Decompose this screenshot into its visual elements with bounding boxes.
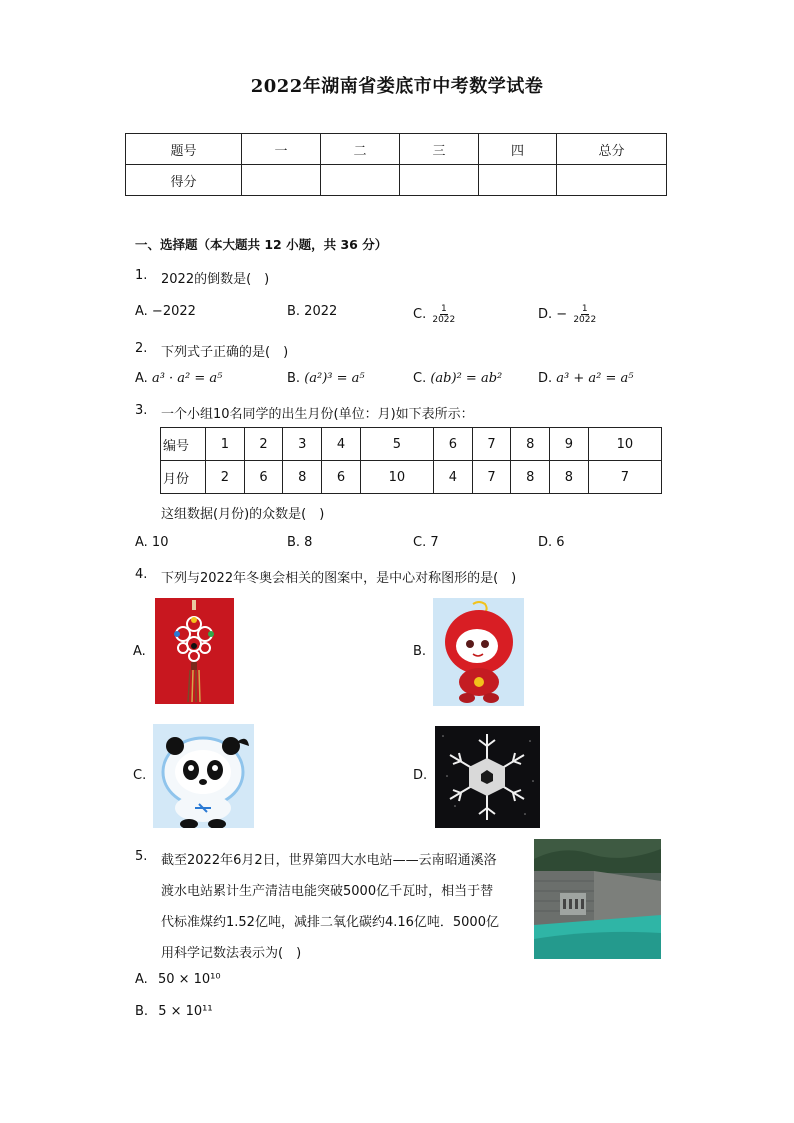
- option-c-label: C.: [413, 307, 427, 322]
- option-d-label: D.: [538, 371, 553, 386]
- score-header-cell: 题号: [126, 134, 242, 165]
- option-b: B. 2022: [287, 304, 338, 319]
- fraction: [573, 304, 596, 325]
- option-a: A. −2022: [135, 304, 196, 319]
- dam-photo-icon: [534, 839, 661, 959]
- table-cell: 8: [550, 461, 589, 494]
- option-a-label: A.: [135, 371, 148, 386]
- fraction-denominator: 2022: [432, 315, 456, 325]
- score-table: [125, 133, 667, 196]
- question-text-line: 代标准煤约1.52亿吨，减排二氧化碳约4.16亿吨．5000亿: [161, 915, 499, 930]
- section-heading: 一、选择题（本大题共 12 小题，共 36 分）: [135, 237, 388, 252]
- option-c: C. 7: [413, 535, 439, 550]
- table-cell: 5: [360, 428, 433, 461]
- lantern-mascot-icon: [433, 598, 524, 706]
- score-header-cell: 四: [479, 134, 557, 165]
- table-cell: 8: [283, 461, 322, 494]
- table-cell: 6: [433, 428, 472, 461]
- option-a-label: A.: [135, 972, 148, 987]
- option-a: [135, 371, 222, 386]
- question-number: 5.: [135, 849, 148, 864]
- score-header-cell: 总分: [557, 134, 667, 165]
- birth-month-table: [160, 427, 662, 494]
- table-cell: 9: [550, 428, 589, 461]
- question-text: 一个小组10名同学的出生月份(单位：月)如下表所示：: [161, 407, 474, 422]
- option-a: A. 10: [135, 535, 169, 550]
- option-d: [538, 304, 596, 325]
- row-header: 月份: [161, 461, 206, 494]
- table-cell: 8: [511, 428, 550, 461]
- question-text: 2022的倒数是( ): [161, 272, 270, 287]
- option-c-label: C.: [413, 371, 427, 386]
- table-cell: 10: [588, 428, 661, 461]
- option-d-formula: a³ + a² = a⁵: [556, 371, 634, 386]
- option-a-label: A.: [133, 644, 146, 659]
- snowflake-icon: [435, 726, 540, 828]
- table-cell: 7: [472, 461, 511, 494]
- question-followup: 这组数据(月份)的众数是( ): [161, 507, 325, 522]
- question-text-line: 用科学记数法表示为( ): [161, 946, 302, 961]
- table-cell: 10: [360, 461, 433, 494]
- question-number: 3.: [135, 403, 148, 418]
- score-cell: [400, 165, 479, 196]
- option-d-label: D.: [413, 768, 428, 783]
- bing-dwen-dwen-panda-image: [153, 724, 254, 828]
- option-c: [413, 371, 502, 386]
- table-cell: 1: [206, 428, 245, 461]
- option-b-formula: (a²)³ = a⁵: [304, 371, 365, 386]
- score-header-cell: 二: [321, 134, 400, 165]
- option-c-label: C.: [133, 768, 147, 783]
- table-cell: 3: [283, 428, 322, 461]
- option-b-label: B.: [287, 371, 301, 386]
- table-cell: 4: [322, 428, 361, 461]
- page-title: 2022年湖南省娄底市中考数学试卷: [250, 76, 544, 97]
- option-b-value: 5 × 10¹¹: [158, 1004, 213, 1019]
- option-b: [287, 371, 365, 386]
- table-row: [161, 428, 662, 461]
- hydropower-station-photo: [534, 839, 661, 959]
- question-number: 1.: [135, 268, 148, 283]
- table-cell: 7: [472, 428, 511, 461]
- score-row-label: 得分: [126, 165, 242, 196]
- table-cell: 8: [511, 461, 550, 494]
- option-b: [135, 1004, 213, 1019]
- score-cell: [242, 165, 321, 196]
- row-header: 编号: [161, 428, 206, 461]
- question-text-line: 渡水电站累计生产清洁电能突破5000亿千瓦时，相当于替: [161, 884, 494, 899]
- option-d-label: D. −: [538, 307, 568, 322]
- option-a-value: 50 × 10¹⁰: [157, 972, 221, 987]
- question-text: 下列式子正确的是( ): [161, 345, 289, 360]
- option-a: [135, 972, 221, 987]
- chinese-knot-icon: [155, 598, 234, 704]
- table-cell: 2: [244, 428, 283, 461]
- fraction-numerator: 1: [581, 304, 588, 314]
- table-row: [161, 461, 662, 494]
- snowflake-torch-image: [435, 726, 540, 828]
- option-d: [538, 371, 634, 386]
- option-b: B. 8: [287, 535, 313, 550]
- fraction-numerator: 1: [440, 304, 447, 314]
- table-cell: 4: [433, 461, 472, 494]
- score-cell: [479, 165, 557, 196]
- score-header-cell: 一: [242, 134, 321, 165]
- option-a-formula: a³ · a² = a⁵: [151, 371, 223, 386]
- score-cell: [557, 165, 667, 196]
- chinese-knot-image: [155, 598, 234, 704]
- option-c-formula: (ab)² = ab²: [430, 371, 503, 386]
- table-cell: 6: [322, 461, 361, 494]
- table-cell: 7: [588, 461, 661, 494]
- score-cell: [321, 165, 400, 196]
- table-cell: 6: [244, 461, 283, 494]
- option-b-label: B.: [413, 644, 427, 659]
- shuey-rhon-rhon-lantern-image: [433, 598, 524, 706]
- option-d: D. 6: [538, 535, 565, 550]
- score-table-header-row: [126, 134, 667, 165]
- score-table-row: [126, 165, 667, 196]
- option-b-label: B.: [135, 1004, 149, 1019]
- fraction: [432, 304, 455, 325]
- question-text: 下列与2022年冬奥会相关的图案中，是中心对称图形的是( ): [161, 571, 517, 586]
- question-number: 4.: [135, 567, 148, 582]
- question-number: 2.: [135, 341, 148, 356]
- table-cell: 2: [206, 461, 245, 494]
- fraction-denominator: 2022: [573, 315, 597, 325]
- question-text-line: 截至2022年6月2日，世界第四大水电站——云南昭通溪洛: [161, 853, 497, 868]
- option-c: [413, 304, 455, 325]
- panda-mascot-icon: [153, 724, 254, 828]
- score-header-cell: 三: [400, 134, 479, 165]
